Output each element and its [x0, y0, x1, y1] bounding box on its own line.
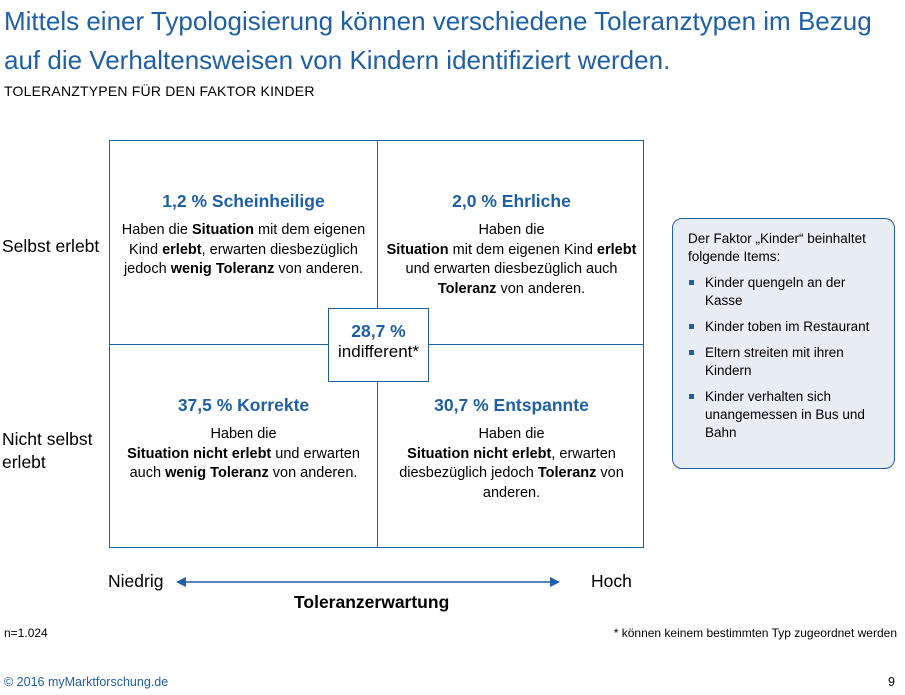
square-bullet-icon [689, 280, 694, 285]
desc-text: mit dem eigenen Kind [448, 241, 597, 258]
desc-bold: erlebt [162, 241, 202, 258]
desc-text: Haben die [478, 222, 545, 238]
sample-size-note: n=1.024 [4, 626, 48, 640]
axis-title: Toleranzerwartung [294, 592, 450, 612]
asterisk-footnote: * können keinem bestimmten Typ zugeordnet werden [613, 626, 897, 640]
list-item [688, 344, 882, 380]
desc-bold: Situation nicht erlebt [127, 445, 272, 462]
axis-label-high: Hoch [591, 571, 632, 591]
square-bullet-icon [689, 324, 694, 329]
list-item-text: Kinder toben im Restaurant [705, 319, 870, 334]
desc-text: von anderen. [274, 261, 364, 277]
quadrant-description [110, 221, 377, 280]
quadrant-ehrliche [378, 191, 645, 299]
desc-text: und erwarten diesbezüglich auch [405, 261, 618, 277]
desc-text: von anderen. [496, 280, 586, 297]
list-item-text: Eltern streiten mit ihren Kindern [705, 345, 844, 378]
row-label-nicht-selbst-erlebt: Nicht selbst erlebt [2, 429, 93, 472]
desc-text: Haben die [121, 222, 192, 238]
quadrant-heading: 37,5 % Korrekte [177, 395, 310, 415]
factor-items-box [672, 218, 895, 469]
factor-items-list [688, 274, 882, 442]
center-value: 28,7 % [351, 321, 406, 341]
desc-text: mit dem eigenen Kind [129, 222, 366, 258]
quadrant-scheinheilige [110, 191, 377, 280]
desc-bold: Toleranz [437, 280, 497, 297]
square-bullet-icon [689, 394, 694, 399]
desc-text: Haben die [210, 426, 277, 442]
desc-text: , erwarten diesbezüglich jedoch [123, 241, 358, 277]
desc-bold: wenig Toleranz [170, 261, 275, 277]
quadrant-heading: 2,0 % Ehrliche [452, 191, 571, 211]
desc-bold: Situation nicht erlebt [407, 445, 552, 462]
desc-text: von anderen. [482, 465, 624, 501]
list-item-text: Kinder verhalten sich unangemessen in Bus und Bahn [705, 389, 865, 440]
quadrant-description [378, 221, 645, 299]
desc-bold: wenig Toleranz [165, 465, 269, 481]
page-title: Mittels einer Typologisierung können verschiedene Toleranztypen im Bezug auf die Verhaltensweisen von Kindern identifiziert werden. [4, 6, 872, 75]
quadrant-description [110, 425, 377, 484]
desc-text: und erwarten auch [129, 445, 360, 481]
quadrant-heading: 1,2 % Scheinheilige [162, 191, 325, 211]
tolerance-matrix [109, 140, 644, 548]
axis-label-low: Niedrig [108, 571, 164, 591]
factor-items-intro: Der Faktor „Kinder“ beinhaltet folgende Items: [688, 231, 866, 264]
copyright-text: © 2016 myMarktforschung.de [4, 675, 169, 689]
quadrant-description [378, 425, 645, 503]
chart-subtitle: TOLERANZTYPEN FÜR DEN FAKTOR KINDER [4, 83, 315, 99]
list-item [688, 274, 882, 310]
double-arrow-icon [176, 575, 560, 589]
desc-bold: Situation [386, 241, 449, 258]
center-label: indifferent* [338, 342, 419, 361]
quadrant-entspannte [378, 395, 645, 503]
center-indifferent-box [328, 308, 429, 382]
page-number: 9 [888, 675, 895, 689]
list-item [688, 318, 882, 336]
desc-bold: erlebt [596, 241, 637, 258]
desc-text: Haben die [478, 426, 545, 442]
list-item-text: Kinder quengeln an der Kasse [705, 275, 846, 308]
desc-bold: Toleranz [537, 465, 597, 481]
list-item [688, 388, 882, 442]
desc-text: , erwarten diesbezüglich jedoch [399, 445, 616, 481]
desc-text: von anderen. [268, 465, 358, 481]
quadrant-korrekte [110, 395, 377, 484]
row-label-selbst-erlebt: Selbst erlebt [2, 236, 100, 256]
desc-bold: Situation [191, 222, 254, 238]
square-bullet-icon [689, 350, 694, 355]
quadrant-heading: 30,7 % Entspannte [434, 395, 589, 415]
